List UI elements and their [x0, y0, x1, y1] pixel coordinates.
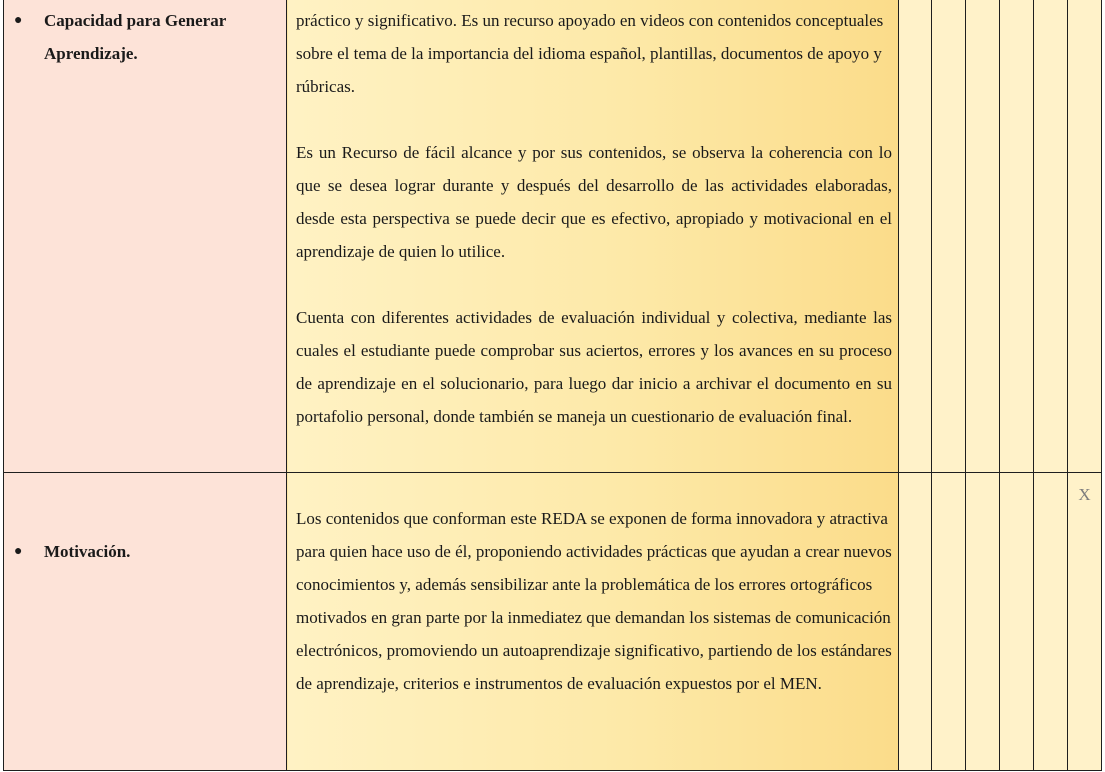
score-cell — [1034, 473, 1068, 771]
score-mark — [899, 0, 931, 11]
description-paragraph: Cuenta con diferentes actividades de evaluación individual y colectiva, mediante las cuales el estudiante puede comprobar sus aciertos, errores y los avances en su proceso de aprendizaje en el solucionario, para luego dar inicio a archivar el documento en su portafolio personal, donde también se maneja un cuestionario de evaluación final. — [296, 308, 892, 426]
score-cell — [1000, 473, 1034, 771]
score-mark — [1000, 473, 1033, 485]
score-mark: X — [1078, 485, 1091, 504]
score-cell — [932, 473, 966, 771]
score-mark — [899, 473, 931, 485]
description-cell — [287, 473, 899, 771]
score-mark — [966, 473, 999, 485]
score-mark — [932, 473, 965, 485]
description-cell — [287, 0, 899, 473]
score-mark — [932, 0, 965, 11]
score-cell — [1000, 0, 1034, 473]
bullet-icon: ● — [14, 13, 23, 28]
score-cell — [899, 473, 932, 771]
score-cell — [966, 473, 1000, 771]
score-cell — [899, 0, 932, 473]
criterion-cell — [4, 0, 287, 473]
score-cell — [932, 0, 966, 473]
criterion-label: Capacidad para Generar Aprendizaje. — [44, 11, 226, 63]
criterion-label: Motivación. — [44, 542, 131, 561]
description-paragraph: Los contenidos que conforman este REDA se exponen de forma innovadora y atractiva para quien hace uso de él, proponiendo actividades prácticas que ayudan a crear nuevos conocimientos y, además sensibilizar ante la problemática de los errores ortográficos motivados en gran parte por la inmediatez que demandan los sistemas de comunicación electrónicos, promoviendo un autoaprendizaje significativo, partiendo de los estándares de aprendizaje, criterios e instrumentos de evaluación expuestos por el MEN. — [296, 509, 892, 693]
score-mark — [1000, 0, 1033, 11]
score-cell — [1068, 0, 1102, 473]
bullet-icon: ● — [14, 544, 23, 559]
criterion-cell — [4, 473, 287, 771]
score-cell — [966, 0, 1000, 473]
score-mark — [966, 0, 999, 11]
score-mark — [1034, 473, 1067, 485]
score-mark — [1034, 0, 1067, 11]
table-row — [4, 0, 1102, 473]
table-row — [4, 473, 1102, 771]
score-cell — [1034, 0, 1068, 473]
description-paragraph: práctico y significativo. Es un recurso apoyado en videos con contenidos conceptuales sobre el tema de la importancia del idioma español, plantillas, documentos de apoyo y rúbricas. — [296, 11, 884, 96]
score-cell — [1068, 473, 1102, 771]
score-mark — [1068, 0, 1101, 11]
description-paragraph: Es un Recurso de fácil alcance y por sus contenidos, se observa la coherencia con lo que se desea lograr durante y después del desarrollo de las actividades elaboradas, desde esta perspectiva se puede decir que es efectivo, apropiado y motivacional en el aprendizaje de quien lo utilice. — [296, 143, 892, 261]
evaluation-table — [3, 0, 1102, 771]
